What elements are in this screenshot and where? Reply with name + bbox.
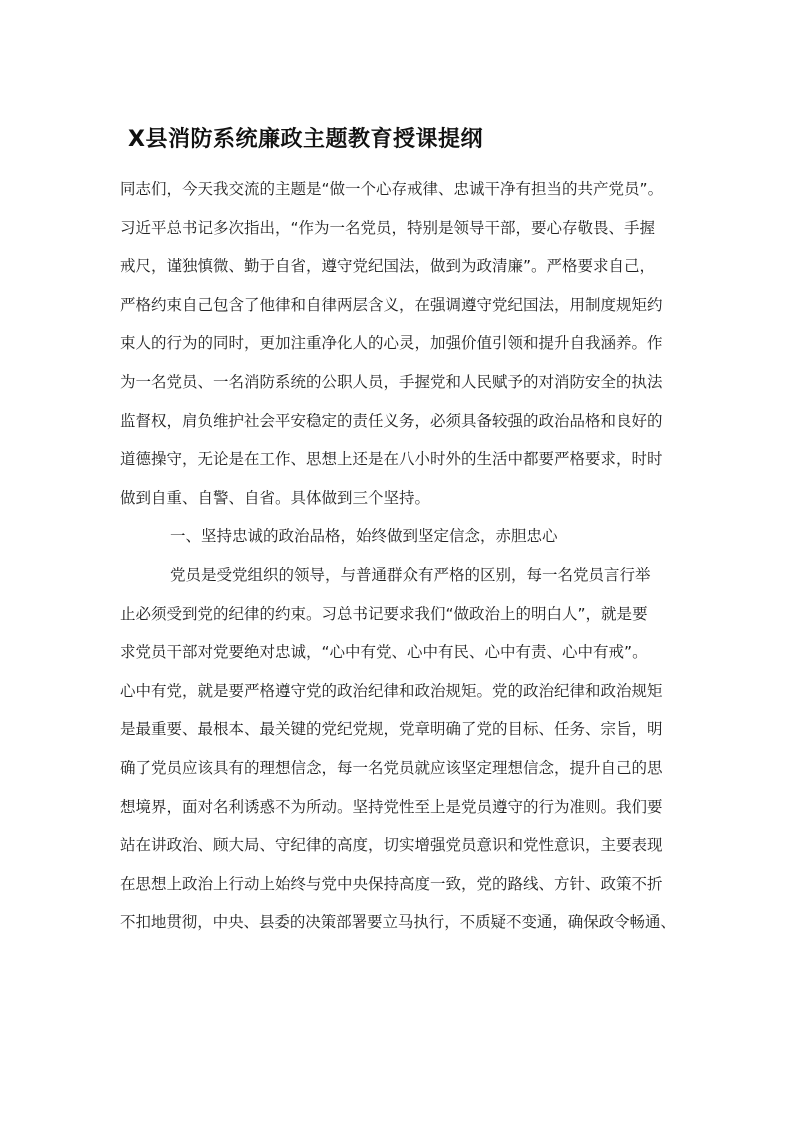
- text-line: 确了党员应该具有的理想信念，每一名党员就应该坚定理想信念，提升自己的思: [120, 758, 663, 777]
- text-line: 心中有党，就是要严格遵守党的政治纪律和政治规矩。党的政治纪律和政治规矩: [120, 681, 663, 700]
- text-line: 在思想上政治上行动上始终与党中央保持高度一致，党的路线、方针、政策不折: [120, 874, 663, 893]
- text-line: 习近平总书记多次指出，“作为一名党员，特别是领导干部，要心存敬畏、手握: [120, 218, 656, 237]
- text-line: 站在讲政治、顾大局、守纪律的高度，切实增强党员意识和党性意识，主要表现: [120, 836, 663, 855]
- text-line: 戒尺，谨独慎微、勤于自省，遵守党纪国法，做到为政清廉”。严格要求自己，: [120, 257, 656, 276]
- text-line: 想境界，面对名利诱惑不为所动。坚持党性至上是党员遵守的行为准则。我们要: [120, 797, 663, 816]
- text-line: 一、坚持忠诚的政治品格，始终做到坚定信念，赤胆忠心: [170, 527, 558, 546]
- text-line: 为一名党员、一名消防系统的公职人员，手握党和人民赋予的对消防安全的执法: [120, 372, 663, 391]
- text-line: 束人的行为的同时，更加注重净化人的心灵，加强价值引领和提升自我涵养。作: [120, 334, 663, 353]
- text-line: 做到自重、自警、自省。具体做到三个坚持。: [120, 488, 431, 507]
- text-line: 监督权，肩负维护社会平安稳定的责任义务，必须具备较强的政治品格和良好的: [120, 411, 663, 430]
- text-line: 同志们，今天我交流的主题是“做一个心存戒律、忠诚干净有担当的共产党员”。: [120, 180, 664, 198]
- text-line: 不扣地贯彻，中央、县委的决策部署要立马执行，不质疑不变通，确保政令畅通、: [120, 913, 676, 932]
- document-body: [120, 170, 676, 942]
- text-line: 道德操守，无论是在工作、思想上还是在八小时外的生活中都要严格要求，时时: [120, 450, 663, 469]
- text-line: 止必须受到党的纪律的约束。习总书记要求我们“做政治上的明白人”，就是要: [120, 604, 648, 623]
- text-line: 党员是受党组织的领导，与普通群众有严格的区别，每一名党员言行举: [170, 565, 651, 584]
- text-line: 求党员干部对党要绝对忠诚，“心中有党、心中有民、心中有责、心中有戒”。: [120, 643, 648, 662]
- document-title: X县消防系统廉政主题教育授课提纲: [128, 127, 483, 152]
- text-line: 是最重要、最根本、最关键的党纪党规，党章明确了党的目标、任务、宗旨，明: [120, 720, 663, 739]
- text-line: 严格约束自己包含了他律和自律两层含义，在强调遵守党纪国法，用制度规矩约: [120, 295, 663, 314]
